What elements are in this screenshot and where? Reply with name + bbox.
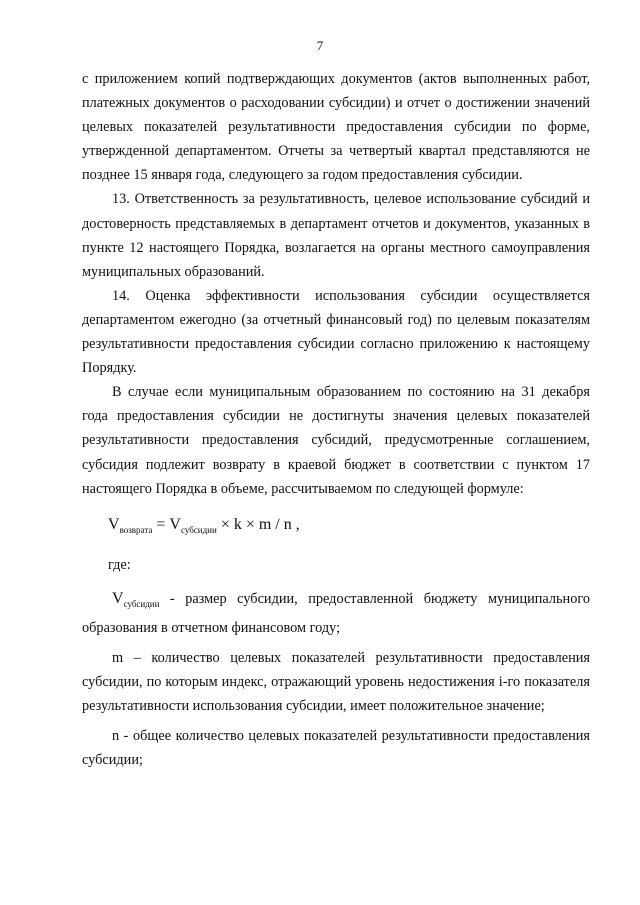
definition-m: m – количество целевых показателей результативности предоставления субсидии, по которым индекс, отражающий уровень недостижения i-го показателя результативности использования субсидии, имеет положительное значение; — [82, 649, 590, 715]
formula-rest: × k × m / n — [216, 515, 292, 533]
paragraph-continuation: с приложением копий подтверждающих документов (актов выполненных работ, платежных документов о расходовании субсидии) и отчет о достижении значений целевых показателей результативности предоставления субсидии по форме, утвержденной департаментом. Отчеты за четвертый квартал представляются не позднее 15 января года, следующего за годом предоставления субсидии. — [82, 71, 590, 184]
def-v-var: $V_{субсидии}$ — [112, 589, 160, 609]
formula-v-left: V — [108, 515, 120, 533]
def-v-text: - размер субсидии, предоставленной бюджету муниципального образования в отчетном финансовом году; — [82, 590, 590, 636]
paragraph-14: 14. Оценка эффективности использования субсидии осуществляется департаментом ежегодно (за отчетный финансовый год) по целевым показателям результативности предоставления субсидии согласно приложению к настоящему Порядку. — [82, 287, 590, 377]
formula-sub-refund: возврата — [119, 524, 153, 535]
formula-sub-subsidy: субсидии — [180, 524, 217, 535]
page-number: 7 — [316, 38, 324, 53]
formula-v-right: V — [169, 515, 181, 533]
definition-n: n - общее количество целевых показателей результативности предоставления субсидии; — [82, 728, 590, 769]
refund-formula — [108, 513, 590, 547]
definition-v-subsidy — [82, 587, 590, 640]
paragraph-refund-case: В случае если муниципальным образованием по состоянию на 31 декабря года предоставления субсидии не достигнуты значения целевых показателей результативности предоставления субсидий, предусмотренные соглашением, субсидия подлежит возврату в краевой бюджет в соответствии с пунктом 17 настоящего Порядка в объеме, рассчитываемом по следующей формуле: — [82, 384, 590, 497]
formula-trailing-comma: , — [291, 515, 300, 533]
document-body — [82, 67, 590, 772]
formula-equals: = — [152, 515, 170, 533]
where-label: где: — [108, 556, 131, 573]
paragraph-13: 13. Ответственность за результативность, целевое использование субсидий и достоверность представляемых в департамент отчетов и документов, указанных в пункте 12 настоящего Порядка, возлагается на органы местного самоуправления муниципальных образований. — [82, 191, 590, 280]
